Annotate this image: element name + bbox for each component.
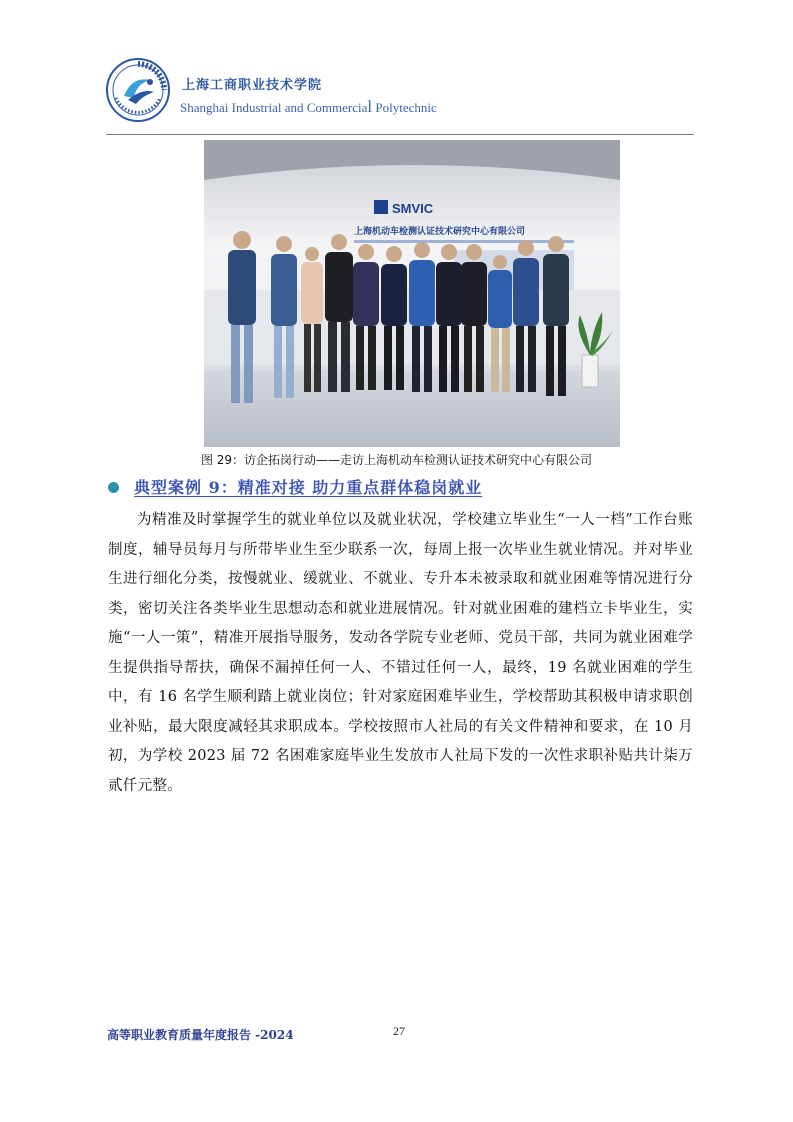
sign-company-name: 上海机动车检测认证技术研究中心有限公司 — [354, 227, 526, 237]
org-name-chinese: 上海工商职业技术学院 — [182, 78, 323, 93]
org-name-english: Shanghai Industrial and Commercial Polytechnic — [180, 97, 437, 116]
college-logo-icon — [106, 58, 170, 122]
sign-brand: SMVIC — [392, 201, 434, 216]
bullet-dot-icon — [108, 482, 119, 493]
sign-logo-icon — [374, 200, 388, 214]
figure-caption: 图 29：访企拓岗行动——走访上海机动车检测认证技术研究中心有限公司 — [200, 453, 593, 467]
page-header — [106, 56, 694, 136]
group-photo — [204, 140, 620, 447]
page-number: 27 — [393, 1024, 405, 1038]
case-body-paragraph: 为精准及时掌握学生的就业单位以及就业状况，学校建立毕业生“一人一档”工作台账制度，辅导员每月与所带毕业生至少联系一次，每周上报一次毕业生就业情况。并对毕业生进行细化分类，按慢就业、缓就业、不就业、专升本未被录取和就业困难等情况进行分类，密切关注各类毕业生思想动态和就业进展情况。针对就业困难的建档立卡毕业生，实施“一人一策”，精准开展指导服务，发动各学院专业老师、党员干部，共同为就业困难学生提供指导帮扶，确保不漏掉任何一人、不错过任何一人，最终，19 名就业困难的学生中，有 16 名学生顺利踏上就业岗位；针对家庭困难毕业生，学校帮助其积极申请求职创业补贴，最大限度减轻其求职成本。学校按照市人社局的有关文件精神和要求，在 10 月初，为学校 2023 届 72 名困难家庭毕业生发放市人社局下发的一次性求职补贴共计柒万贰仟元整。 — [108, 512, 693, 794]
report-title-footer: 高等职业教育质量年度报告 -2024 — [107, 1028, 294, 1042]
header-divider — [106, 134, 694, 135]
case-title: 典型案例 9：精准对接 助力重点群体稳岗就业 — [134, 478, 483, 497]
